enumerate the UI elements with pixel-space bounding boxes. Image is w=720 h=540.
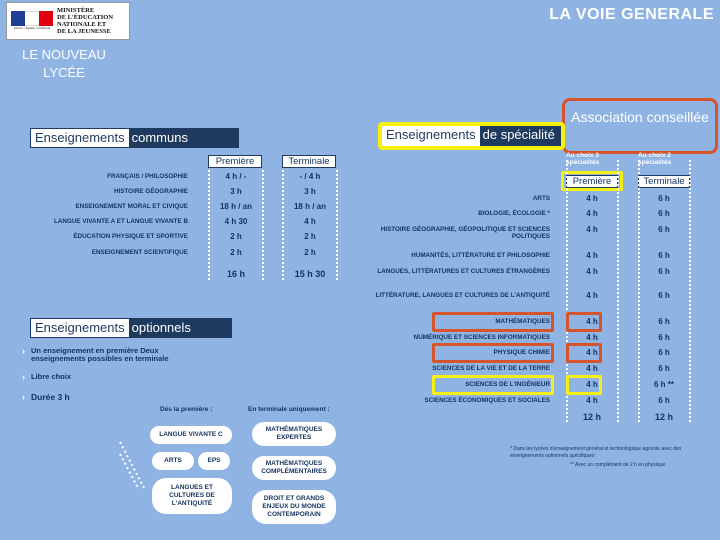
specialite-col-terminale: Terminale — [638, 175, 690, 188]
footnote-1: * Dans les lycées d'enseignement général et technologique agricole avec des enseignements optionnels spécifiques — [510, 446, 682, 459]
communs-row-label: LANGUE VIVANTE A ET LANGUE VIVANTE B — [54, 218, 188, 225]
specialite-premiere-hours: 4 h — [586, 364, 598, 373]
en-terminale-label: En terminale uniquement : — [248, 406, 330, 413]
logo-line: DE LA JEUNESSE — [57, 28, 111, 35]
specialite-row-label: NUMÉRIQUE ET SCIENCES INFORMATIQUES — [413, 334, 550, 341]
communs-terminale-hours: 2 h — [304, 232, 316, 241]
chevron-right-icon: › — [22, 392, 25, 402]
dotted-connector-icon — [118, 440, 148, 490]
specialite-row-label: SCIENCES DE LA VIE ET DE LA TERRE — [432, 365, 550, 372]
specialite-row-label: SCIENCES DE L'INGÉNIEUR — [465, 381, 550, 388]
specialite-col-premiere: Première — [566, 175, 618, 188]
specialite-premiere-hours: 4 h — [586, 396, 598, 405]
specialite-premiere-hours: 4 h — [586, 348, 598, 357]
option-pill: DROIT ET GRANDS ENJEUX DU MONDE CONTEMPORAIN — [252, 490, 336, 524]
bullet-text: Libre choix — [31, 372, 72, 381]
specialite-premiere-note: Au choix 3 spécialités — [566, 152, 600, 166]
specialite-divider — [617, 160, 619, 422]
page-title: LA VOIE GENERALE — [549, 6, 714, 23]
communs-divider — [262, 170, 264, 280]
specialite-premiere-hours: 4 h — [586, 291, 598, 300]
specialite-premiere-hours: 4 h — [586, 194, 598, 203]
chevron-right-icon: › — [22, 372, 25, 382]
specialite-premiere-hours: 4 h — [586, 209, 598, 218]
specialite-terminale-hours: 6 h — [658, 364, 670, 373]
option-pill: EPS — [198, 452, 230, 470]
communs-heading — [30, 128, 239, 148]
specialite-terminale-note: Au choix 2 spécialités — [638, 152, 672, 166]
specialite-heading-white: Enseignements — [382, 126, 480, 146]
communs-terminale-hours: 2 h — [304, 248, 316, 257]
specialite-row-label: BIOLOGIE, ÉCOLOGIE * — [478, 210, 550, 217]
logo-motto: Liberté • Égalité • Fraternité — [13, 26, 51, 30]
option-pill: MATHÉMATIQUES EXPERTES — [252, 422, 336, 446]
bullet-item — [22, 393, 172, 401]
communs-heading-white: Enseignements — [31, 129, 129, 147]
logo-line: DE L'ÉDUCATION — [57, 14, 114, 21]
communs-col-premiere: Première — [208, 155, 262, 168]
option-pill: ARTS — [152, 452, 194, 470]
communs-heading-dark: communs — [129, 129, 238, 147]
option-pill: LANGUES ET CULTURES DE L'ANTIQUITÉ — [152, 478, 232, 514]
math-highlight-box — [432, 312, 554, 332]
specialite-terminale-hours: 6 h — [658, 209, 670, 218]
footnote-2: ** Avec un complément de 2 h en physique — [570, 462, 666, 468]
specialite-heading-box — [378, 122, 565, 150]
math-hours-highlight-box — [566, 312, 602, 332]
flag-red-band — [39, 11, 53, 26]
specialite-row-label: PHYSIQUE CHIMIE — [493, 349, 550, 356]
specialite-premiere-hours: 4 h — [586, 251, 598, 260]
specialite-row-label: HISTOIRE GÉOGRAPHIE, GÉOPOLITIQUE ET SCIENCES POLITIQUES — [380, 226, 550, 240]
specialite-terminale-hours: 6 h — [658, 291, 670, 300]
communs-terminale-hours: - / 4 h — [299, 172, 321, 181]
bullet-text: Un enseignement en première Deux enseignements possibles en terminale — [31, 346, 169, 363]
communs-premiere-hours: 4 h 30 — [224, 217, 248, 226]
communs-row-label: FRANÇAIS / PHILOSOPHIE — [107, 173, 188, 180]
ministry-logo — [6, 2, 130, 40]
specialite-row-label: SCIENCES ÉCONOMIQUES ET SOCIALES — [424, 397, 550, 404]
specialite-premiere-hours: 4 h — [586, 333, 598, 342]
specialite-heading — [382, 126, 561, 146]
communs-col-terminale: Terminale — [282, 155, 336, 168]
specialite-terminale-hours: 6 h — [658, 317, 670, 326]
communs-divider — [336, 170, 338, 280]
communs-row-label: HISTOIRE GÉOGRAPHIE — [113, 188, 188, 195]
communs-premiere-hours: 18 h / an — [219, 202, 252, 211]
specialite-premiere-hours: 4 h — [586, 317, 598, 326]
specialite-row-label: ARTS — [532, 195, 550, 202]
specialite-terminale-hours: 6 h — [658, 194, 670, 203]
si-hours-highlight-box — [566, 375, 602, 395]
physique-highlight-box — [432, 343, 554, 363]
optionnels-bullets — [22, 347, 172, 401]
option-pill: LANGUE VIVANTE C — [150, 426, 232, 444]
communs-row-label: ENSEIGNEMENT SCIENTIFIQUE — [91, 249, 188, 256]
communs-row-label: ÉDUCATION PHYSIQUE ET SPORTIVE — [73, 233, 188, 240]
specialite-row-label: LANGUES, LITTÉRATURES ET CULTURES ÉTRANGÈRES — [377, 268, 550, 275]
communs-terminale-hours: 4 h — [304, 217, 316, 226]
specialite-terminale-hours: 6 h — [658, 333, 670, 342]
communs-premiere-hours: 4 h / - — [225, 172, 247, 181]
specialite-premiere-hours: 4 h — [586, 225, 598, 234]
physique-hours-highlight-box — [566, 343, 602, 363]
bullet-text: Durée 3 h — [31, 392, 70, 402]
association-callout: Association conseillée — [562, 98, 718, 154]
specialite-terminale-hours: 6 h — [658, 267, 670, 276]
communs-terminale-hours: 18 h / an — [293, 202, 326, 211]
logo-line: MINISTÈRE — [57, 7, 95, 14]
optionnels-heading-white: Enseignements — [31, 319, 129, 337]
des-premiere-label: Dès la première : — [160, 406, 213, 413]
specialite-divider — [689, 160, 691, 422]
communs-premiere-hours: 2 h — [230, 232, 242, 241]
logo-text — [57, 7, 113, 35]
optionnels-heading-dark: optionnels — [129, 319, 231, 337]
specialite-total-terminale: 12 h — [654, 412, 673, 422]
specialite-terminale-hours: 6 h — [658, 348, 670, 357]
specialite-terminale-hours: 6 h — [658, 251, 670, 260]
specialite-terminale-hours: 6 h — [658, 225, 670, 234]
flag-blue-band — [11, 11, 25, 26]
communs-terminale-hours: 3 h — [304, 187, 316, 196]
communs-premiere-hours: 3 h — [230, 187, 242, 196]
specialite-heading-dark: de spécialité — [480, 126, 561, 146]
specialite-total-premiere: 12 h — [582, 412, 601, 422]
specialite-row-label: LITTÉRATURE, LANGUES ET CULTURES DE L'ANTIQUITÉ — [375, 292, 550, 299]
si-highlight-box — [432, 375, 554, 395]
logo-line: NATIONALE ET — [57, 21, 107, 28]
communs-row-label: ENSEIGNEMENT MORAL ET CIVIQUE — [75, 203, 188, 210]
specialite-row-label: HUMANITÉS, LITTÉRATURE ET PHILOSOPHIE — [411, 252, 550, 259]
specialite-premiere-hours: 4 h — [586, 380, 598, 389]
bullet-item — [22, 373, 172, 381]
bullet-item — [22, 347, 172, 363]
option-pill: MATHÉMATIQUES COMPLÉMENTAIRES — [252, 456, 336, 480]
communs-premiere-hours: 2 h — [230, 248, 242, 257]
optionnels-heading — [30, 318, 232, 338]
communs-total-premiere: 16 h — [226, 269, 245, 279]
specialite-premiere-hours: 4 h — [586, 267, 598, 276]
chevron-right-icon: › — [22, 346, 25, 356]
specialite-terminale-hours: 6 h — [658, 396, 670, 405]
flag-white-band — [25, 11, 39, 26]
communs-total-terminale: 15 h 30 — [294, 269, 326, 279]
specialite-terminale-hours: 6 h ** — [653, 380, 674, 389]
specialite-row-label: MATHÉMATIQUES — [495, 318, 550, 325]
page-subtitle: LE NOUVEAU LYCÉE — [22, 47, 106, 80]
marianne-flag-icon — [11, 11, 53, 31]
